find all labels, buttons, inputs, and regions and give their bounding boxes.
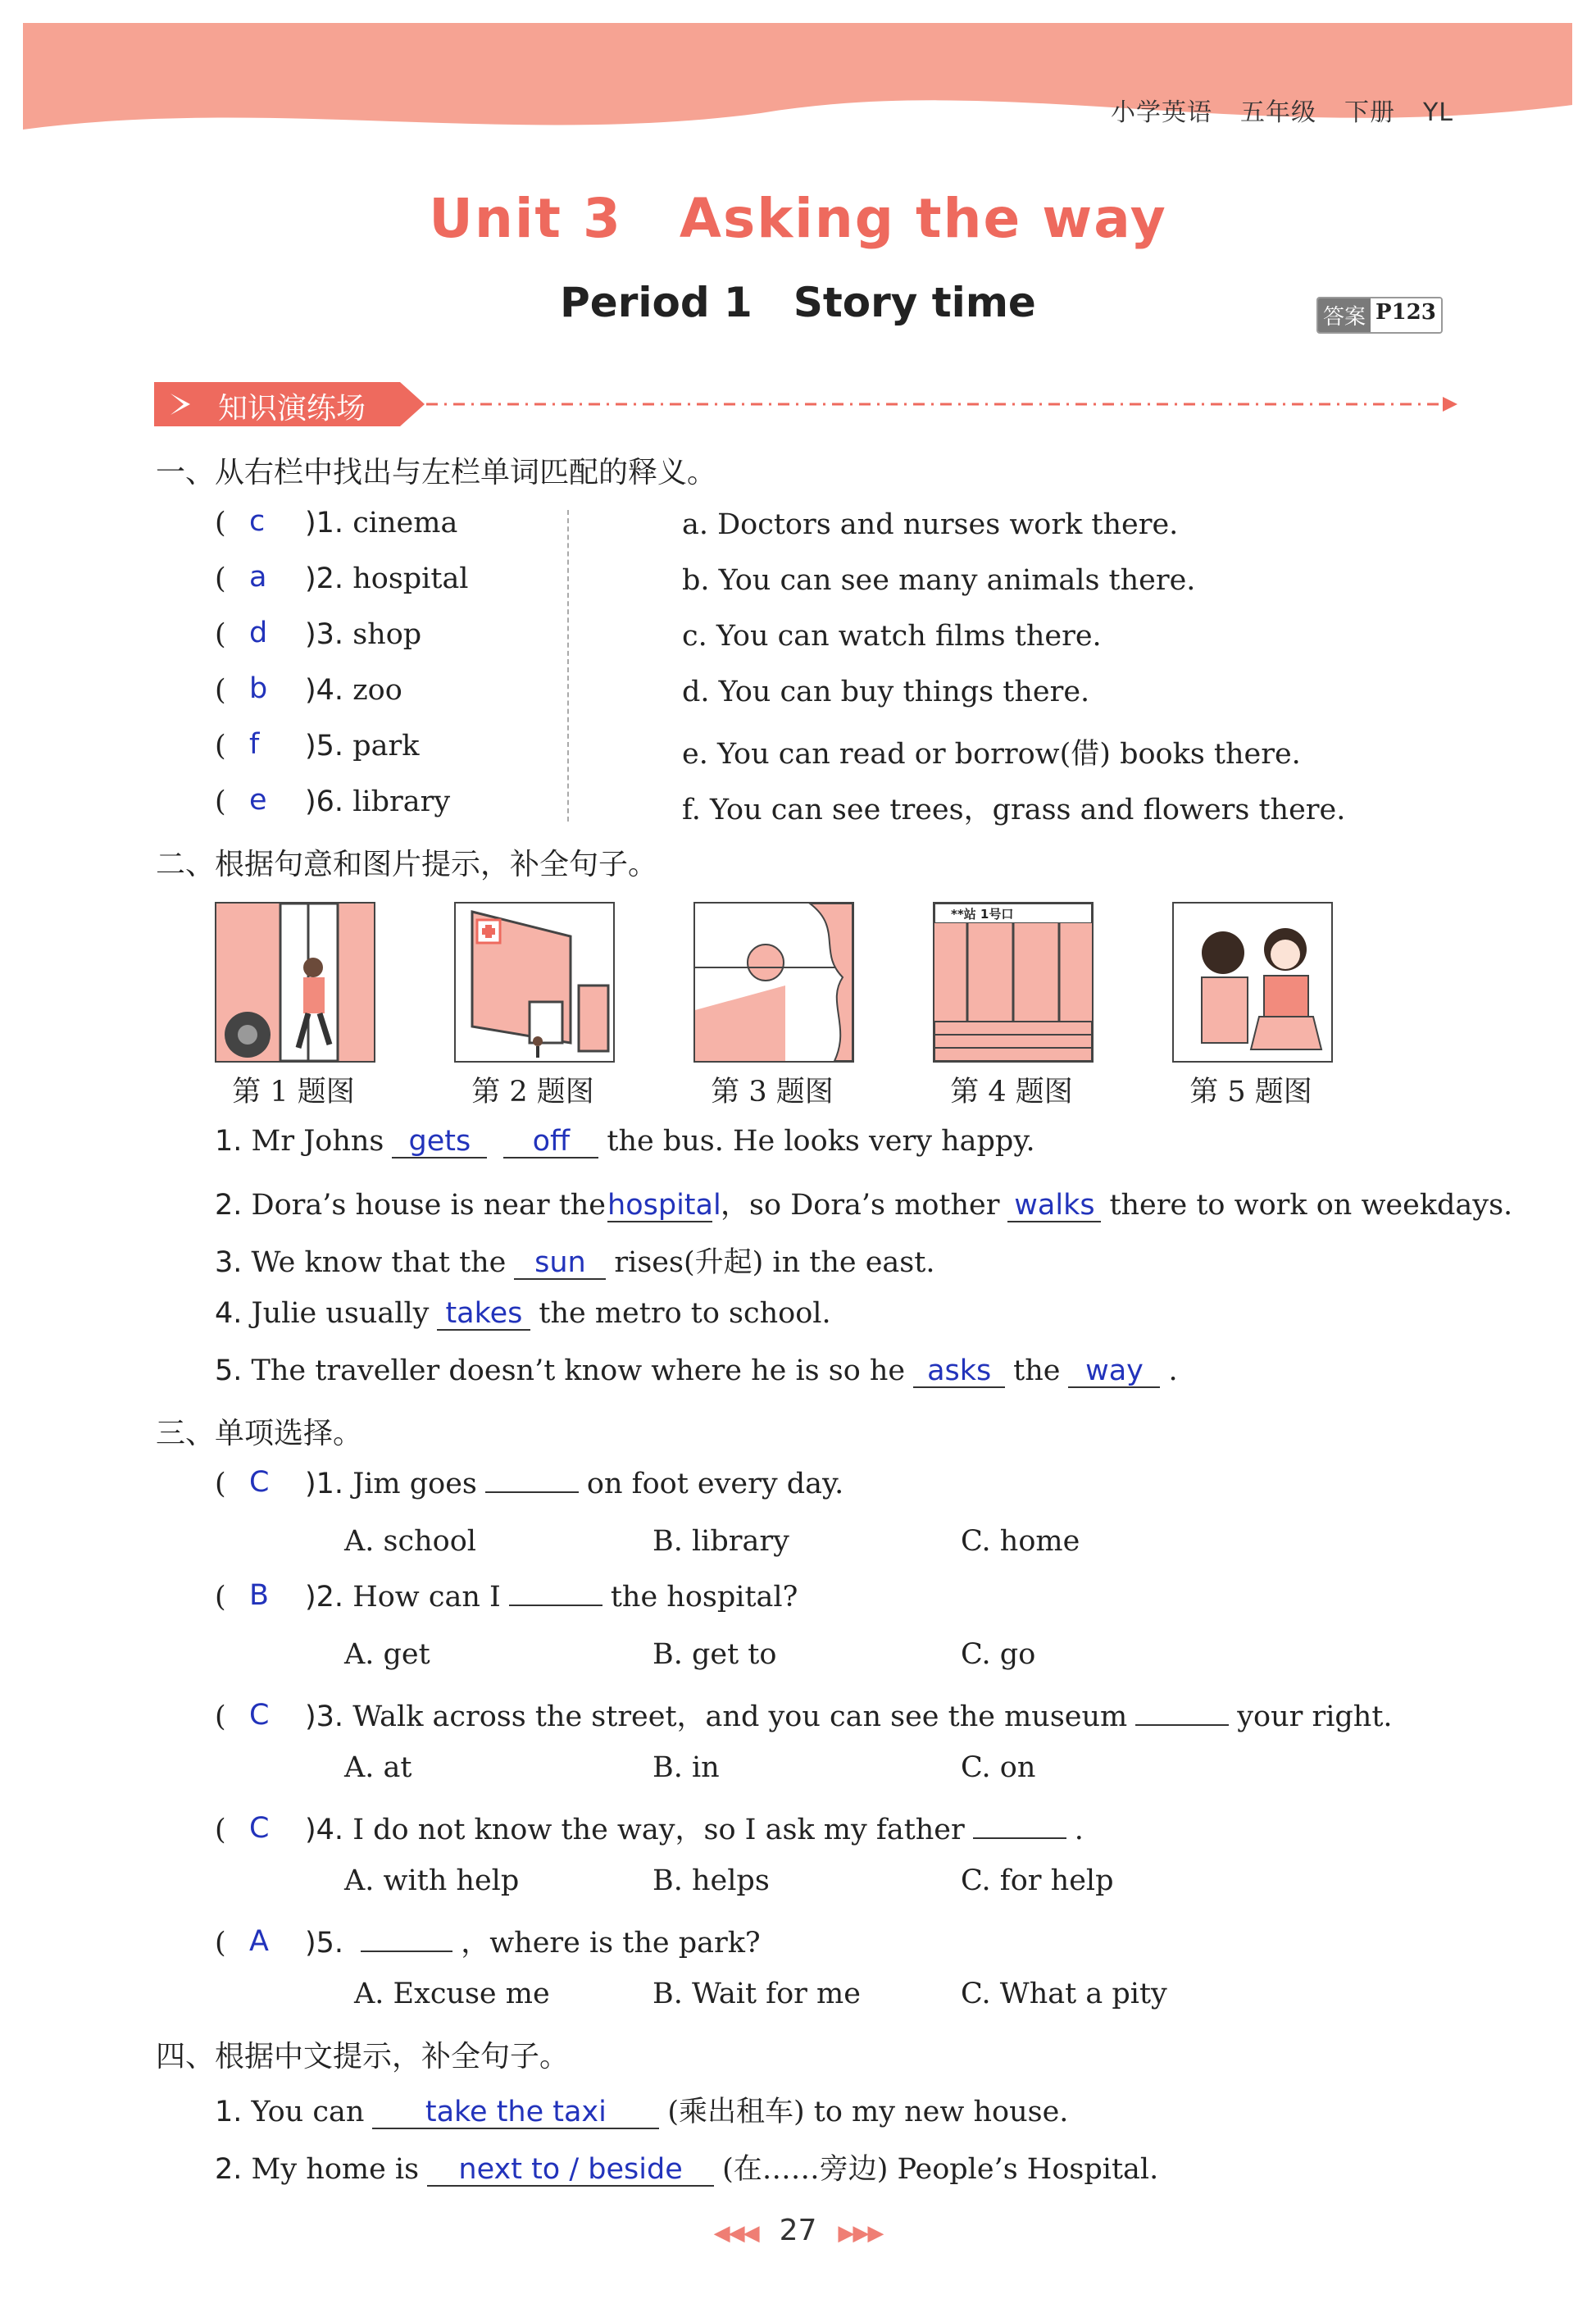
match-word: park (352, 730, 420, 762)
column-divider (567, 510, 569, 822)
match-item: ( e )6. library (215, 784, 451, 818)
match-answer: a (249, 561, 267, 594)
next-arrows-icon: ▶▶▶ (838, 2221, 883, 2246)
match-item: ( d )3. shop (215, 617, 422, 651)
answer-blank: off (503, 1127, 598, 1158)
definition: b. You can see many animals there. (682, 564, 1196, 597)
answer-blank: takes (437, 1299, 530, 1331)
header-volume: 下册 (1344, 98, 1395, 127)
match-answer: d (249, 617, 268, 649)
choice-option: A. with help (344, 1864, 520, 1897)
choice-option: A. at (344, 1751, 412, 1784)
fill-sentence: 2. My home is next to / beside (在……旁边) People’s Hospital. (215, 2153, 1159, 2186)
section2-heading: 二、根据句意和图片提示，补全句子。 (156, 848, 658, 881)
fill-sentence: 5. The traveller doesn’t know where he is so he asks the way . (215, 1354, 1178, 1387)
picture-asking-way (1172, 902, 1333, 1063)
section-banner-label: 知识演练场 (218, 392, 366, 426)
prev-arrows-icon: ◀◀◀ (713, 2221, 758, 2246)
unit-number: Unit 3 (429, 187, 622, 250)
choice-option: A. get (344, 1638, 430, 1671)
match-item: ( b )4. zoo (215, 672, 402, 707)
header-edition: YL (1422, 98, 1453, 127)
answer-blank: asks (913, 1356, 1005, 1388)
dashed-arrow-line (426, 395, 1459, 413)
choice-option: B. helps (652, 1864, 770, 1897)
choice-option: B. in (652, 1751, 720, 1784)
answer-blank: sun (514, 1248, 606, 1280)
choice-question: ( C )4. I do not know the way，so I ask my father . (215, 1812, 1084, 1846)
picture-bus (215, 902, 375, 1063)
match-answer: e (249, 784, 267, 817)
section1-heading: 一、从右栏中找出与左栏单词匹配的释义。 (156, 456, 717, 489)
picture-hospital (454, 902, 615, 1063)
match-word: zoo (352, 674, 402, 707)
match-item: ( a )2. hospital (215, 561, 469, 595)
answer-blank: gets (392, 1127, 487, 1158)
answer-page: P123 (1371, 298, 1441, 332)
fill-sentence: 2. Dora’s house is near thehospital，so Dora’s mother walks there to work on weekdays. (215, 1189, 1513, 1222)
definition: e. You can read or borrow(借) books there. (682, 738, 1301, 771)
picture-metro-station (933, 902, 1094, 1063)
answer-blank: hospital (607, 1189, 721, 1222)
match-item: ( c )1. cinema (215, 505, 458, 539)
choice-option: C. for help (961, 1864, 1114, 1897)
match-word: library (352, 785, 451, 818)
period-name: Story time (793, 279, 1036, 326)
fill-sentence: 3. We know that the sun rises(升起) in the east. (215, 1246, 935, 1279)
definition: a. Doctors and nurses work there. (682, 508, 1179, 541)
match-word: hospital (352, 562, 469, 595)
choice-answer: C (249, 1699, 270, 1732)
answer-blank: way (1068, 1356, 1160, 1388)
section3-heading: 三、单项选择。 (156, 1417, 363, 1450)
station-sign: **站 1号口 (951, 907, 1014, 922)
match-answer: f (249, 728, 260, 761)
header-meta (1083, 92, 1453, 128)
picture-caption: 第 1 题图 (232, 1076, 355, 1108)
match-item: ( f )5. park (215, 728, 420, 762)
fill-sentence: 1. Mr Johns gets off the bus. He looks very happy. (215, 1125, 1035, 1158)
page-number: 27 (779, 2214, 817, 2247)
header-grade: 五年级 (1239, 98, 1316, 127)
definition: d. You can buy things there. (682, 676, 1090, 708)
picture-sunrise (693, 902, 854, 1063)
answer-label: 答案 (1318, 298, 1371, 332)
fill-sentence: 4. Julie usually takes the metro to school. (215, 1297, 831, 1330)
choice-option: B. Wait for me (652, 1978, 861, 2010)
unit-name: Asking the way (679, 187, 1167, 250)
answer-blank: take the taxi (372, 2097, 659, 2129)
choice-question: ( B )2. How can I the hospital? (215, 1579, 798, 1614)
picture-caption: 第 3 题图 (711, 1076, 834, 1108)
picture-caption: 第 4 题图 (950, 1076, 1073, 1108)
choice-option: C. What a pity (961, 1978, 1167, 2010)
page-footer (0, 2214, 1596, 2247)
section4-heading: 四、根据中文提示，补全句子。 (156, 2040, 570, 2073)
choice-answer: B (249, 1579, 270, 1612)
choice-option: C. home (961, 1525, 1080, 1558)
choice-option: A. school (344, 1525, 476, 1558)
choice-question: ( C )3. Walk across the street，and you can see the museum your right. (215, 1699, 1393, 1733)
choice-option: B. library (652, 1525, 789, 1558)
answer-blank: walks (1007, 1190, 1101, 1222)
choice-answer: C (249, 1466, 270, 1499)
match-word: shop (352, 618, 422, 651)
choice-question: ( A )5. ，where is the park? (215, 1925, 761, 1960)
header-subject: 小学英语 (1110, 98, 1212, 127)
choice-option: B. get to (652, 1638, 777, 1671)
definition: f. You can see trees，grass and flowers there. (682, 794, 1346, 826)
choice-option: A. Excuse me (354, 1978, 550, 2010)
unit-title (0, 187, 1596, 250)
picture-caption: 第 5 题图 (1189, 1076, 1312, 1108)
definition: c. You can watch films there. (682, 620, 1102, 653)
match-word: cinema (352, 507, 458, 539)
choice-question: ( C )1. Jim goes on foot every day. (215, 1466, 844, 1500)
match-answer: c (249, 505, 266, 538)
answer-reference (1316, 297, 1443, 334)
fill-sentence: 1. You can take the taxi (乘出租车) to my new house. (215, 2096, 1069, 2128)
answer-blank: next to / beside (427, 2155, 714, 2187)
choice-option: C. on (961, 1751, 1036, 1784)
picture-caption: 第 2 题图 (471, 1076, 594, 1108)
choice-option: C. go (961, 1638, 1036, 1671)
choice-answer: C (249, 1812, 270, 1845)
period-number: Period 1 (560, 279, 753, 326)
choice-answer: A (249, 1925, 269, 1958)
match-answer: b (249, 672, 268, 705)
